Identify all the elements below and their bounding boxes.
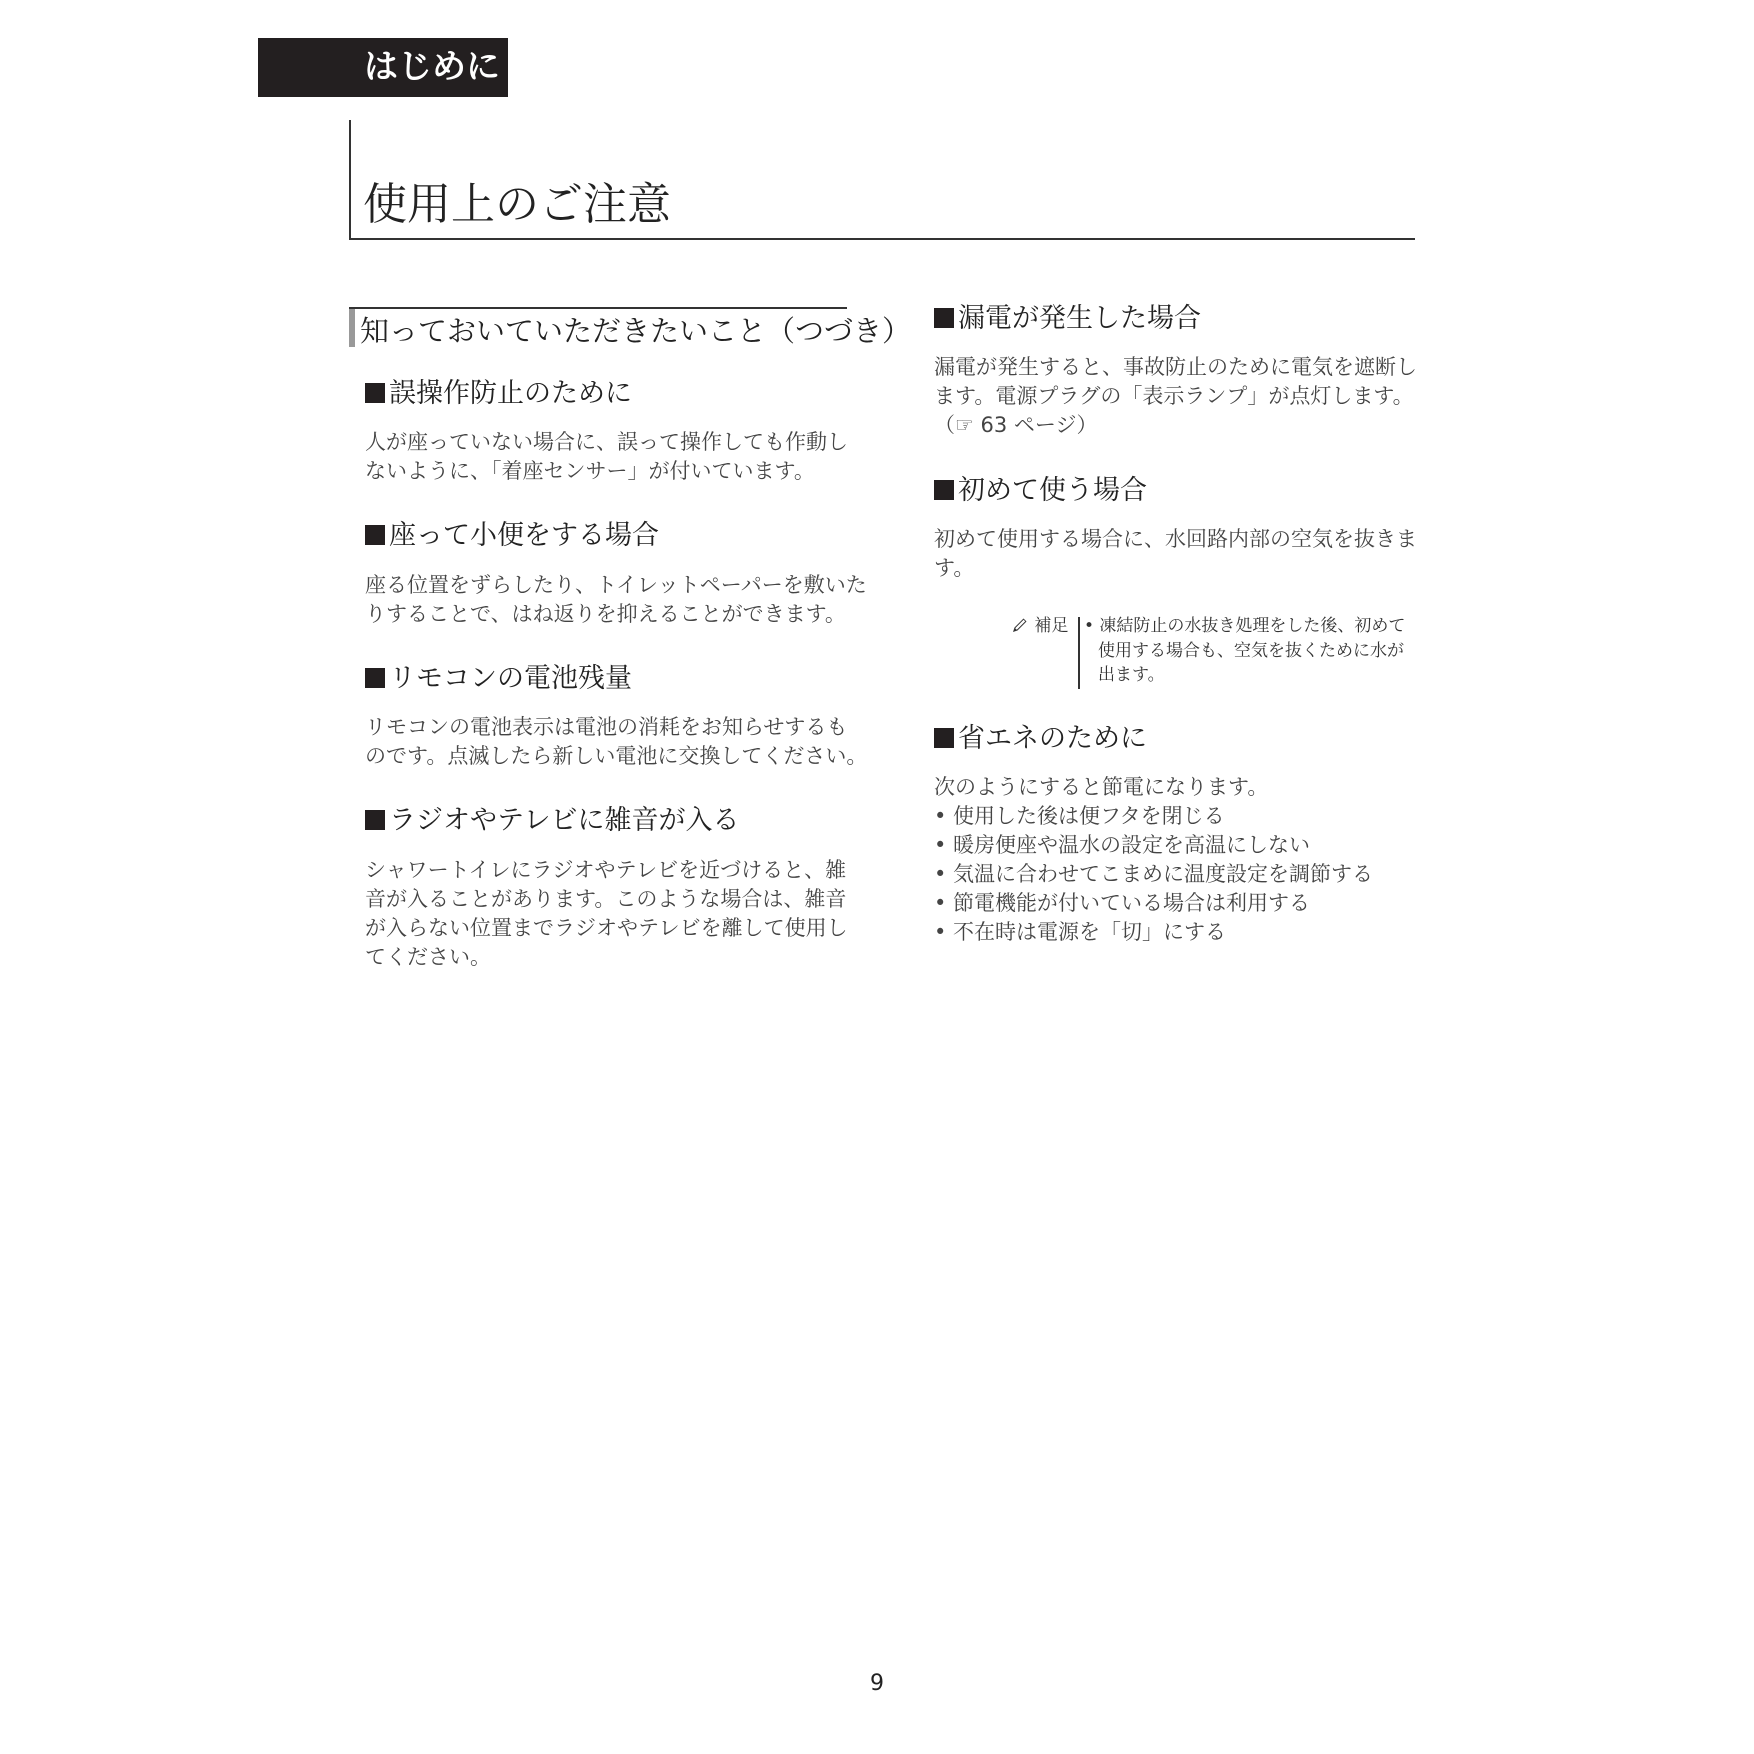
section-heading-energy: 省エネのために <box>934 721 1147 757</box>
list-item: • 不在時は電源を「切」にする <box>934 920 1227 944</box>
section-text-energy: 次のようにすると節電になります。 <box>934 775 1269 799</box>
subtitle-rule <box>349 307 847 309</box>
section-text-sitting: 座る位置をずらしたり、トイレットペーパーを敷いた りすることで、はね返りを抑えることができます。 <box>365 573 867 626</box>
title-rule-horizontal <box>349 238 1415 240</box>
section-heading-first-use: 初めて使う場合 <box>934 473 1147 509</box>
section-heading-noise: ラジオやテレビに雑音が入る <box>365 803 739 839</box>
square-bullet-icon <box>365 525 385 545</box>
section-text-first-use: 初めて使用する場合に、水回路内部の空気を抜きま す。 <box>934 527 1417 580</box>
title-rule-vertical <box>349 120 351 240</box>
section-text-leakage: 漏電が発生すると、事故防止のために電気を遮断し ます。電源プラグの「表示ランプ」が点灯します。 （☞ 63 ページ） <box>934 355 1417 437</box>
square-bullet-icon <box>365 668 385 688</box>
section-text-noise: シャワートイレにラジオやテレビを近づけると、雑 音が入ることがあります。このような場合は、雑音 が入らない位置までラジオやテレビを離して使用し てください。 <box>365 858 848 969</box>
page-number: 9 <box>870 1671 884 1696</box>
section-heading-leakage: 漏電が発生した場合 <box>934 301 1201 337</box>
subtitle-bar <box>349 309 355 347</box>
note-label: 補足 <box>1011 614 1068 638</box>
section-heading-sitting: 座って小便をする場合 <box>365 518 659 554</box>
page-title: 使用上のご注意 <box>363 179 671 230</box>
section-text-misoperation: 人が座っていない場合に、誤って操作しても作動し ないように、「着座センサー」が付いています。 <box>365 430 848 483</box>
section-heading-misoperation: 誤操作防止のために <box>365 376 632 412</box>
pencil-icon <box>1011 616 1029 634</box>
list-item: • 気温に合わせてこまめに温度設定を調節する <box>934 862 1374 886</box>
square-bullet-icon <box>934 480 954 500</box>
chapter-tab: はじめに <box>258 38 508 97</box>
section-heading-battery: リモコンの電池残量 <box>365 661 632 697</box>
square-bullet-icon <box>365 383 385 403</box>
energy-bullet-list <box>934 802 1434 947</box>
note-text: • 凍結防止の水抜き処理をした後、初めて 使用する場合も、空気を抜くために水が 出ます。 <box>1084 616 1406 685</box>
square-bullet-icon <box>934 728 954 748</box>
subtitle: 知っておいていただきたいこと（つづき） <box>360 314 912 348</box>
list-item: • 暖房便座や温水の設定を高温にしない <box>934 833 1311 857</box>
section-text-battery: リモコンの電池表示は電池の消耗をお知らせするも のです。点滅したら新しい電池に交換してください。 <box>365 715 868 768</box>
list-item: • 節電機能が付いている場合は利用する <box>934 891 1311 915</box>
note-divider <box>1078 617 1080 689</box>
square-bullet-icon <box>934 308 954 328</box>
square-bullet-icon <box>365 810 385 830</box>
list-item: • 使用した後は便フタを閉じる <box>934 804 1225 828</box>
